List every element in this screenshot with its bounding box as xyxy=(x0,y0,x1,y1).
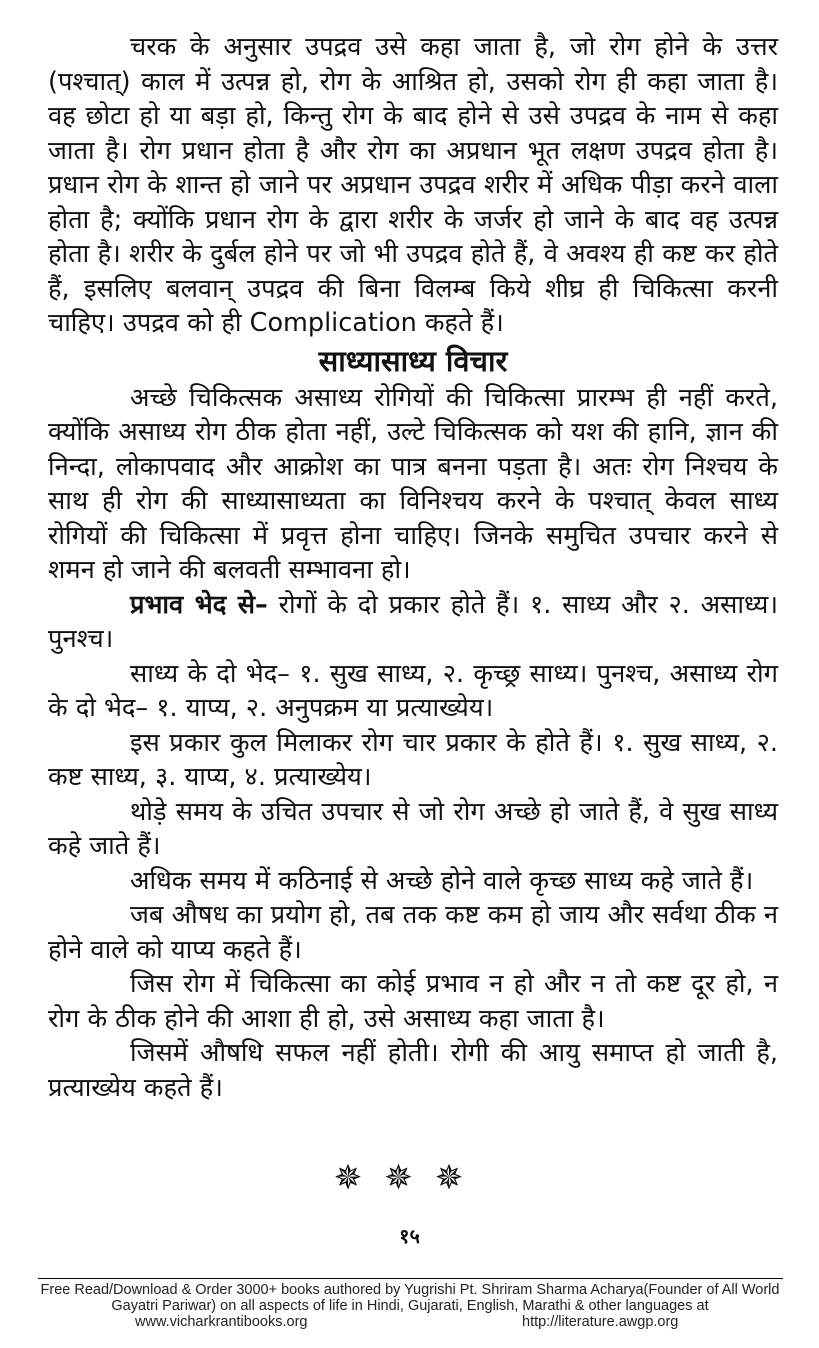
paragraph-sadhya-bhed: साध्य के दो भेद– १. सुख साध्य, २. कृच्छ्र साध्य। पुनश्च, असाध्य रोग के दो भेद– १. याप्य, २. अनुपक्रम या प्रत्याख्येय। xyxy=(48,658,778,723)
paragraph-char-prakar: इस प्रकार कुल मिलाकर रोग चार प्रकार के होते हैं। १. सुख साध्य, २. कष्ट साध्य, ३. याप्य, ४. प्रत्याख्येय। xyxy=(48,727,778,792)
paragraph-yapya: जब औषध का प्रयोग हो, तब तक कष्ट कम हो जाय और सर्वथा ठीक न होने वाले को याप्य कहते हैं। xyxy=(48,900,778,965)
page-number: १५ xyxy=(399,1224,420,1248)
ornament-stars: ✵✵✵ xyxy=(333,1158,486,1198)
footer-link-vicharkranti[interactable]: www.vicharkrantibooks.org xyxy=(135,1314,308,1330)
paragraph-asadhya: अच्छे चिकित्सक असाध्य रोगियों की चिकित्सा प्रारम्भ ही नहीं करते, क्योंकि असाध्य रोग ठीक होता नहीं, उल्टे चिकित्सक को यश की हानि, ज्ञान की निन्दा, लोकापवाद और आक्रोश का पात्र बनना पड़ता है। अतः रोग निश्चय के साथ ही रोग की साध्यासाध्यता का विनिश्चय करने के पश्चात् केवल साध्य रोगियों की चिकित्सा में प्रवृत्त होना चाहिए। जिनके समुचित उपचार करने से शमन हो जाने की बलवती सम्भावना हो। xyxy=(48,382,778,585)
prabhav-bhed-text: रोगों के दो प्रकार होते हैं। १. साध्य और २. असाध्य। पुनश्च। xyxy=(48,589,779,654)
section-heading: साध्यासाध्य विचार xyxy=(318,343,508,378)
paragraph-pratyakhyeya: जिसमें औषधि सफल नहीं होती। रोगी की आयु समाप्त हो जाती है, प्रत्याख्येय कहते हैं। xyxy=(48,1038,778,1103)
footer-divider xyxy=(38,1278,783,1279)
footer-link-awgp[interactable]: http://literature.awgp.org xyxy=(522,1314,679,1330)
paragraph-asadhya-def: जिस रोग में चिकित्सा का कोई प्रभाव न हो और न तो कष्ट दूर हो, न रोग के ठीक होने की आशा ही हो, उसे असाध्य कहा जाता है। xyxy=(48,969,778,1034)
bold-lead: प्रभाव भेद से– xyxy=(130,589,268,620)
paragraph-prabhav-bhed xyxy=(48,588,778,657)
page-body xyxy=(48,30,778,1105)
footer-text: Free Read/Download & Order 3000+ books authored by Yugrishi Pt. Shriram Sharma Acharya(Founder of All World Gayatri Pariwar) on all aspects of life in Hindi, Gujarati, English, Marathi & other languages at xyxy=(40,1282,780,1314)
paragraph-sukh-sadhya: थोड़े समय के उचित उपचार से जो रोग अच्छे हो जाते हैं, वे सुख साध्य कहे जाते हैं। xyxy=(48,796,778,861)
paragraph-complication: चरक के अनुसार उपद्रव उसे कहा जाता है, जो रोग होने के उत्तर (पश्चात्) काल में उत्पन्न हो, रोग के आश्रित हो, उसको रोग ही कहा जाता है। वह छोटा हो या बड़ा हो, किन्तु रोग के बाद होने से उसे उपद्रव के नाम से कहा जाता है। रोग प्रधान होता है और रोग का अप्रधान भूत लक्षण उपद्रव होता है। प्रधान रोग के शान्त हो जाने पर अप्रधान उपद्रव शरीर में अधिक पीड़ा करने वाला होता है; क्योंकि प्रधान रोग के द्वारा शरीर के जर्जर हो जाने के बाद वह उत्पन्न होता है। शरीर के दुर्बल होने पर जो भी उपद्रव होते हैं, वे अवश्य ही कष्ट कर होते हैं, इसलिए बलवान् उपद्रव की बिना विलम्ब किये शीघ्र ही चिकित्सा करनी चाहिए। उपद्रव को ही Complication कहते हैं। xyxy=(48,32,778,338)
paragraph-krichh-sadhya: अधिक समय में कठिनाई से अच्छे होने वाले कृच्छ साध्य कहे जाते हैं। xyxy=(130,865,754,896)
